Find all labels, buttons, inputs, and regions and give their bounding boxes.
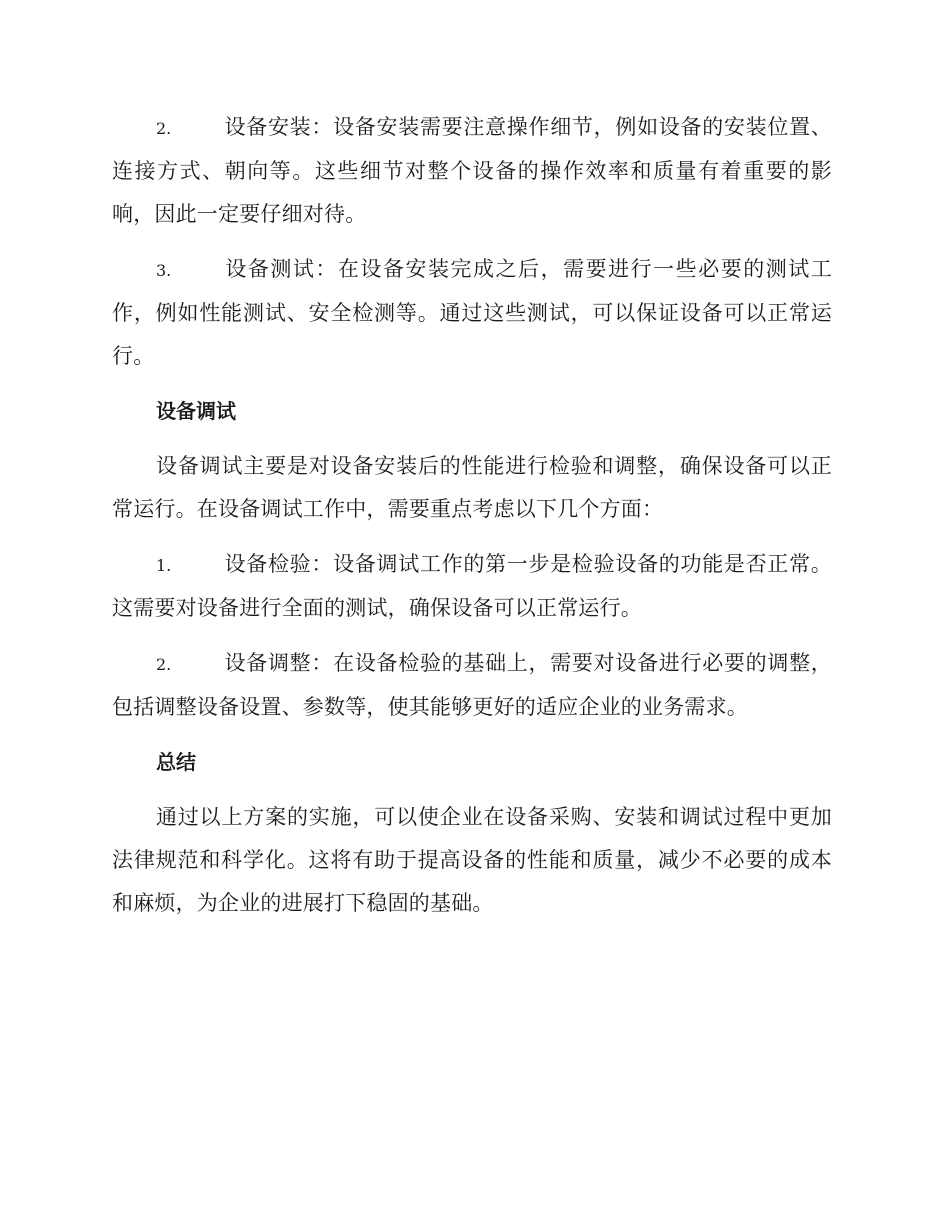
list-number: 1. bbox=[156, 556, 172, 575]
list-item-text: 设备检验：设备调试工作的第一步是检验设备的功能是否正常。这需要对设备进行全面的测试，确保设备可以正常运行。 bbox=[112, 552, 832, 620]
list-item-text: 设备调整：在设备检验的基础上，需要对设备进行必要的调整，包括调整设备设置、参数等，使其能够更好的适应企业的业务需求。 bbox=[112, 651, 832, 719]
list-item-text: 设备安装：设备安装需要注意操作细节，例如设备的安装位置、连接方式、朝向等。这些细节对整个设备的操作效率和质量有着重要的影响，因此一定要仔细对待。 bbox=[112, 115, 832, 226]
summary-paragraph: 通过以上方案的实施，可以使企业在设备采购、安装和调试过程中更加法律规范和科学化。这将有助于提高设备的性能和质量，减少不必要的成本和麻烦，为企业的进展打下稳固的基础。 bbox=[112, 805, 832, 915]
section-heading-debug: 设备调试 bbox=[156, 399, 236, 423]
list-item-equipment-inspect bbox=[112, 543, 832, 630]
list-number: 2. bbox=[156, 119, 172, 138]
list-item-equipment-test bbox=[112, 248, 832, 378]
section-heading-summary: 总结 bbox=[156, 750, 196, 774]
list-item-equipment-adjust bbox=[112, 642, 832, 729]
list-number: 2. bbox=[156, 655, 172, 674]
debug-intro-paragraph: 设备调试主要是对设备安装后的性能进行检验和调整，确保设备可以正常运行。在设备调试工作中，需要重点考虑以下几个方面： bbox=[112, 454, 832, 521]
document-body bbox=[112, 106, 832, 937]
list-number: 3. bbox=[156, 261, 172, 280]
list-item-text: 设备测试：在设备安装完成之后，需要进行一些必要的测试工作，例如性能测试、安全检测等。通过这些测试，可以保证设备可以正常运行。 bbox=[112, 257, 832, 368]
list-item-equipment-install bbox=[112, 106, 832, 236]
